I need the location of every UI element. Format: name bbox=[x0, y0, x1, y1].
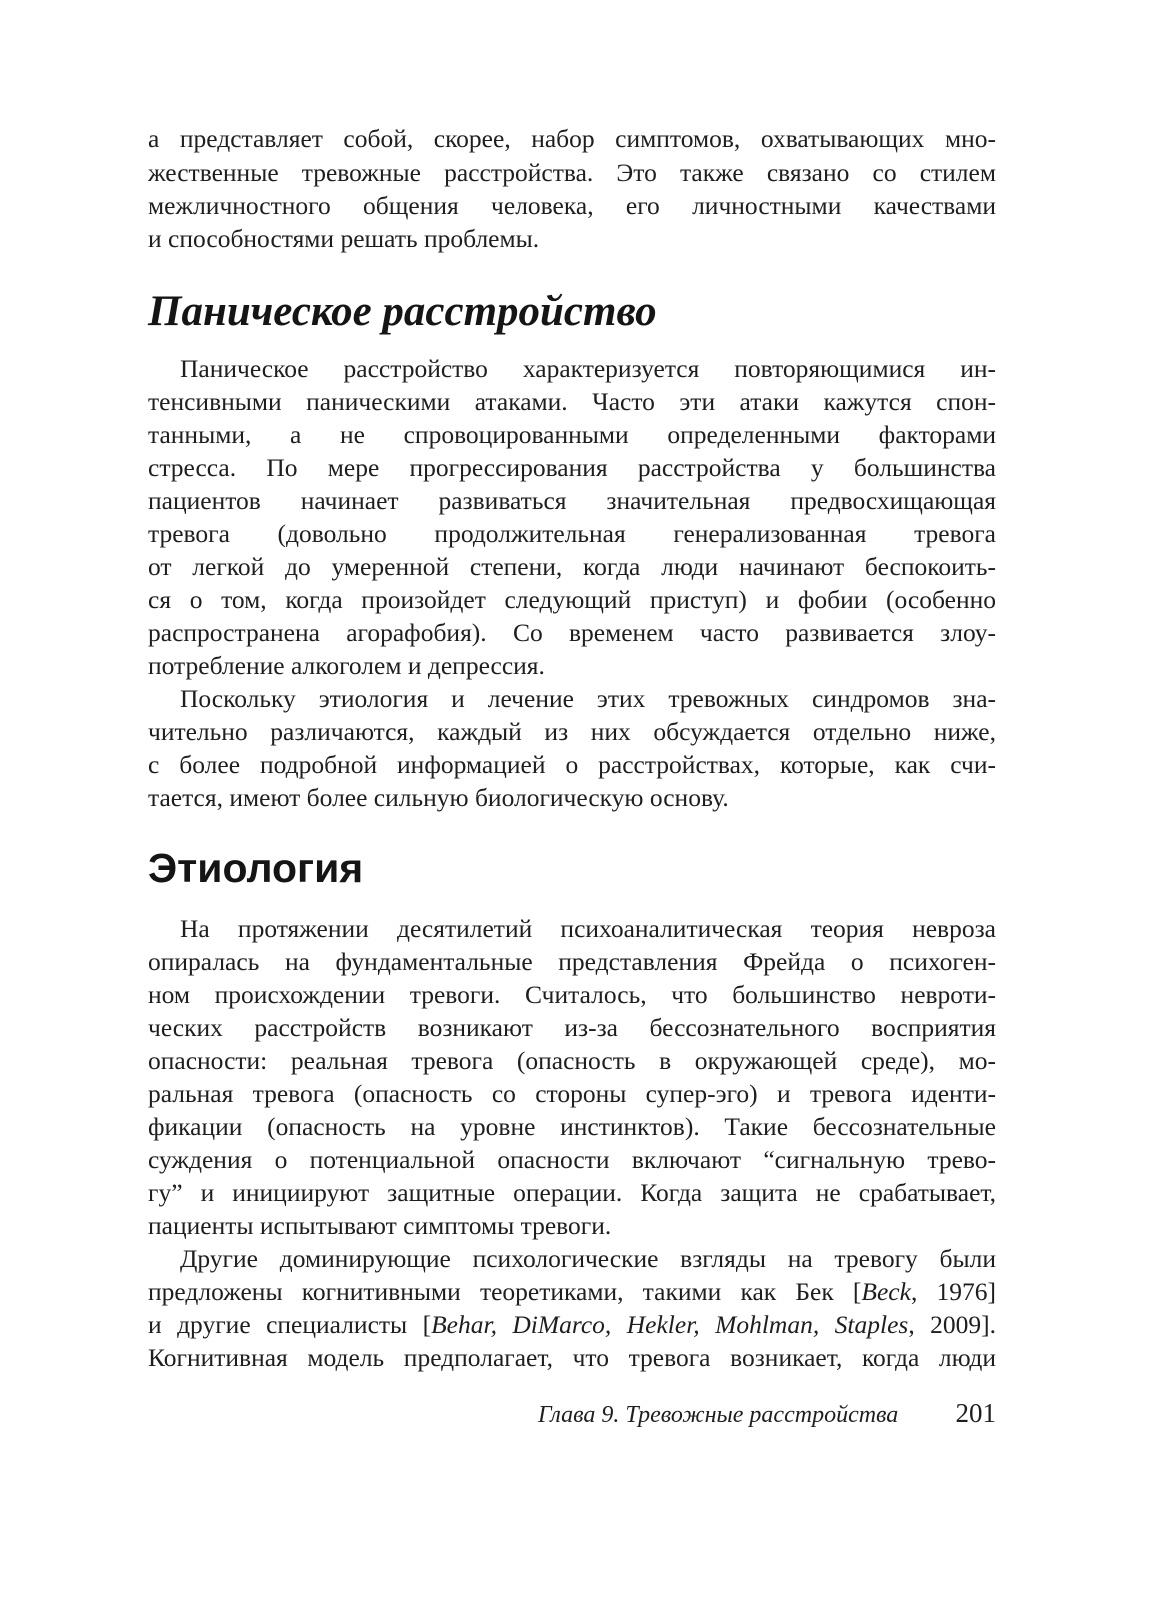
citation-author: Beck bbox=[861, 1277, 911, 1306]
text-line: ральная тревога (опасность со стороны супер-эго) и тревога иденти- bbox=[148, 1079, 996, 1108]
text-line: танными, а не спровоцированными определенными факторами bbox=[148, 420, 996, 449]
text-line: потребление алкоголем и депрессия. bbox=[148, 651, 545, 680]
text-segment: предложены когнитивными теоретиками, такими как Бек [ bbox=[148, 1277, 862, 1306]
text-line: Другие доминирующие психологические взгляды на тревогу были bbox=[180, 1244, 996, 1273]
text-line: ческих расстройств возникают из-за бессознательного восприятия bbox=[148, 1013, 996, 1042]
text-line: ся о том, когда произойдет следующий приступ) и фобии (особенно bbox=[148, 585, 996, 614]
text-segment: и другие специалисты [ bbox=[148, 1310, 432, 1339]
text-line: тревога (довольно продолжительная генерализованная тревога bbox=[148, 519, 996, 548]
text-line: опасности: реальная тревога (опасность в окружающей среде), мо- bbox=[148, 1046, 996, 1075]
section-heading-panic: Паническое расстройство bbox=[148, 288, 657, 335]
text-line: фикации (опасность на уровне инстинктов). Такие бессознательные bbox=[148, 1112, 996, 1141]
text-line: чительно различаются, каждый из них обсуждается отдельно ниже, bbox=[148, 717, 996, 746]
text-line-with-citation bbox=[148, 1275, 996, 1309]
text-line: а представляет собой, скорее, набор симптомов, охватывающих мно- bbox=[148, 124, 996, 153]
text-line: ном происхождении тревоги. Считалось, что большинство невроти- bbox=[148, 980, 996, 1009]
text-line: межличностного общения человека, его личностными качествами bbox=[148, 191, 996, 220]
text-line: от легкой до умеренной степени, когда люди начинают беспокоить- bbox=[148, 552, 996, 581]
text-segment: , 1976] bbox=[910, 1277, 996, 1306]
text-line: гу” и инициируют защитные операции. Когда защита не срабатывает, bbox=[148, 1178, 996, 1207]
text-line: пациенты испытывают симптомы тревоги. bbox=[148, 1211, 612, 1240]
text-line: опиралась на фундаментальные представления Фрейда о психоген- bbox=[148, 947, 996, 976]
citation-authors: Behar, DiMarco, Hekler, Mohlman, Staples bbox=[431, 1310, 909, 1339]
text-line-with-citation bbox=[148, 1308, 996, 1342]
page-number: 201 bbox=[955, 1398, 996, 1428]
text-line: с более подробной информацией о расстройствах, которые, как счи- bbox=[148, 750, 996, 779]
section-heading-etiology: Этиология bbox=[148, 845, 364, 891]
text-segment: , 2009]. bbox=[908, 1310, 996, 1339]
running-footer-chapter: Глава 9. Тревожные расстройства bbox=[538, 1402, 899, 1428]
text-line: жественные тревожные расстройства. Это также связано со стилем bbox=[148, 158, 996, 187]
text-line: тенсивными паническими атаками. Часто эти атаки кажутся спон- bbox=[148, 387, 996, 416]
book-page bbox=[148, 0, 996, 1601]
text-line: пациентов начинает развиваться значительная предвосхищающая bbox=[148, 486, 996, 515]
text-line: суждения о потенциальной опасности включают “сигнальную трево- bbox=[148, 1145, 996, 1174]
text-line: тается, имеют более сильную биологическую основу. bbox=[148, 783, 729, 812]
text-line: Поскольку этиология и лечение этих тревожных синдромов зна- bbox=[180, 684, 996, 713]
text-line: распространена агорафобия). Со временем часто развивается злоу- bbox=[148, 618, 996, 647]
text-line: стресса. По мере прогрессирования расстройства у большинства bbox=[148, 453, 996, 482]
text-line: На протяжении десятилетий психоаналитическая теория невроза bbox=[180, 914, 996, 943]
text-line: Паническое расстройство характеризуется повторяющимися ин- bbox=[180, 354, 996, 383]
text-line: и способностями решать проблемы. bbox=[148, 224, 540, 253]
text-line: Когнитивная модель предполагает, что тревога возникает, когда люди bbox=[148, 1343, 996, 1372]
